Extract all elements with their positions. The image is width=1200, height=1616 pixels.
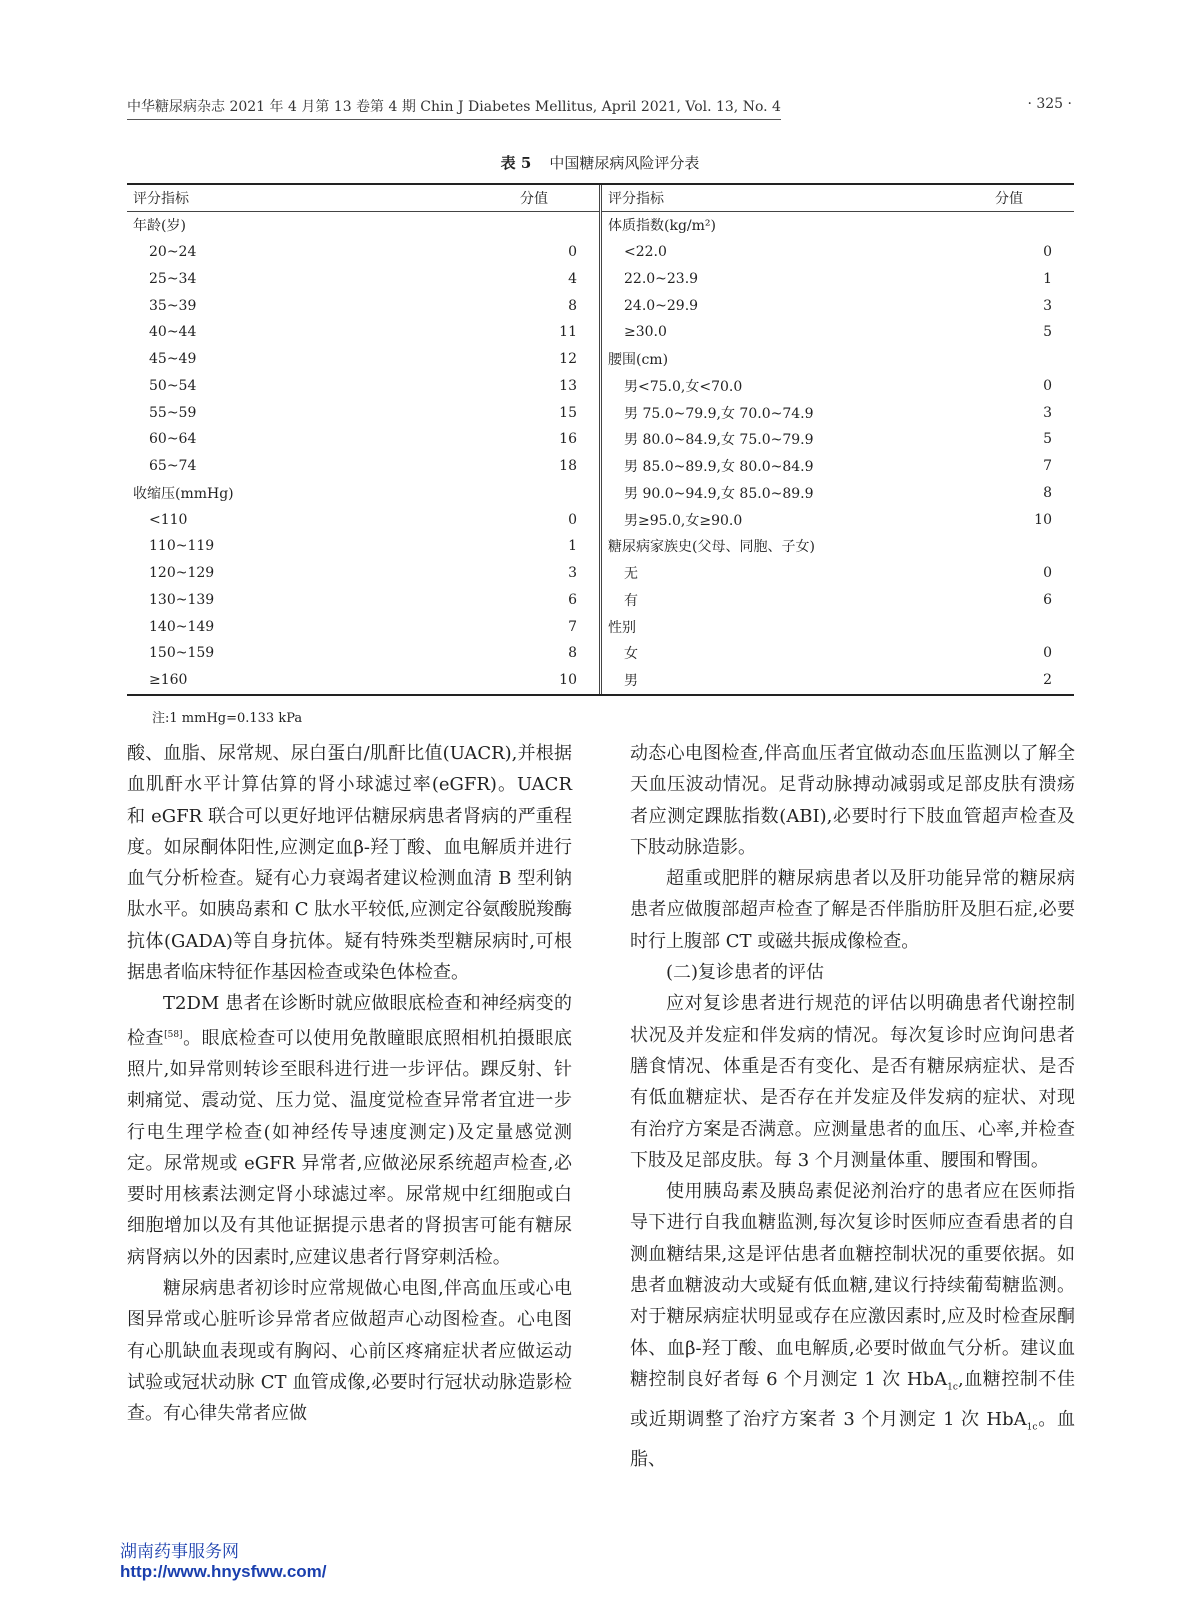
table-row	[602, 292, 1074, 319]
table-group-row	[602, 533, 1074, 560]
indicator-cell: 年龄(岁)	[133, 218, 186, 235]
score-cell: 0	[1043, 244, 1052, 261]
indicator-cell: 男 80.0~84.9,女 75.0~79.9	[624, 432, 814, 449]
indicator-cell: 男≥95.0,女≥90.0	[624, 512, 743, 529]
table-group-row	[127, 212, 599, 239]
table-row	[127, 346, 599, 373]
indicator-cell: <110	[149, 511, 188, 528]
table-row	[602, 266, 1074, 293]
indicator-cell: 体质指数(kg/m²)	[608, 218, 716, 235]
header-indicator: 评分指标	[608, 191, 664, 207]
table-row	[127, 667, 599, 694]
table-row	[127, 560, 599, 587]
running-head: 中华糖尿病杂志 2021 年 4 月第 13 卷第 4 期 Chin J Diabetes Mellitus, April 2021, Vol. 13, No. 4	[127, 96, 781, 120]
paragraph-text: T2DM 患者在诊断时就应做眼底检查和神经病变的检查	[127, 993, 572, 1049]
indicator-cell: ≥30.0	[624, 324, 667, 341]
score-cell: 12	[559, 351, 577, 368]
indicator-cell: 110~119	[149, 538, 215, 555]
indicator-cell: 收缩压(mmHg)	[133, 485, 234, 502]
subscript: 1c	[947, 1382, 958, 1393]
score-cell: 8	[568, 645, 577, 662]
indicator-cell: 女	[624, 646, 638, 663]
indicator-cell: 20~24	[149, 244, 197, 261]
indicator-cell: 无	[624, 566, 638, 583]
score-cell: 0	[1043, 377, 1052, 394]
table-row	[127, 506, 599, 533]
score-cell: 2	[1043, 672, 1052, 689]
table-right-half	[602, 185, 1074, 694]
table-row	[602, 373, 1074, 400]
table-row	[127, 533, 599, 560]
indicator-cell: 35~39	[149, 297, 197, 314]
table-row	[127, 587, 599, 614]
indicator-cell: 130~139	[149, 591, 215, 608]
indicator-cell: 男 75.0~79.9,女 70.0~74.9	[624, 405, 814, 422]
indicator-cell: 25~34	[149, 270, 197, 287]
table-row	[602, 480, 1074, 507]
score-cell: 1	[568, 538, 577, 555]
table-row	[602, 587, 1074, 614]
indicator-cell: <22.0	[624, 244, 667, 261]
paragraph: 酸、血脂、尿常规、尿白蛋白/肌酐比值(UACR),并根据血肌酐水平计算估算的肾小球滤过率(eGFR)。UACR 和 eGFR 联合可以更好地评估糖尿病患者肾病的严重程度。如尿酮体阳性,应测定血β-羟丁酸、血电解质并进行血气分析检查。疑有心力衰竭者建议检测血清 B 型利钠肽水平。如胰岛素和 C 肽水平较低,应测定谷氨酸脱羧酶抗体(GADA)等自身抗体。疑有特殊类型糖尿病时,可根据患者临床特征作基因检查或染色体检查。	[127, 743, 572, 984]
paragraph	[127, 988, 572, 1273]
site-url[interactable]: http://www.hnysfww.com/	[120, 1562, 327, 1581]
score-cell: 3	[1043, 404, 1052, 421]
table-row	[127, 373, 599, 400]
indicator-cell: 有	[624, 592, 638, 609]
score-cell: 11	[559, 324, 577, 341]
table-group-row	[602, 346, 1074, 373]
citation-ref: [58]	[164, 1029, 183, 1040]
table-group-row	[127, 480, 599, 507]
table-row	[127, 613, 599, 640]
indicator-cell: 40~44	[149, 324, 197, 341]
score-cell: 5	[1043, 431, 1052, 448]
section-heading: (二)复诊患者的评估	[666, 962, 825, 984]
table-row	[127, 266, 599, 293]
score-cell: 18	[559, 458, 577, 475]
subscript: 1c	[1026, 1422, 1038, 1433]
indicator-cell: 120~129	[149, 565, 215, 582]
table-group-row	[602, 212, 1074, 239]
table-row	[127, 292, 599, 319]
table-row	[602, 667, 1074, 694]
score-cell: 5	[1043, 324, 1052, 341]
indicator-cell: 50~54	[149, 377, 197, 394]
paragraph: 动态心电图检查,伴高血压者宜做动态血压监测以了解全天血压波动情况。足背动脉搏动减弱或足部皮肤有溃疡者应测定踝肱指数(ABI),必要时行下肢血管超声检查及下肢动脉造影。	[630, 743, 1075, 858]
table-row	[127, 319, 599, 346]
table-note: 注:1 mmHg=0.133 kPa	[152, 711, 303, 726]
paragraph	[630, 1176, 1075, 1475]
table-row	[127, 399, 599, 426]
table-row	[127, 453, 599, 480]
score-cell: 7	[568, 618, 577, 635]
table-header-row	[127, 185, 599, 212]
paragraph-text: 使用胰岛素及胰岛素促泌剂治疗的患者应在医师指导下进行自我血糖监测,每次复诊时医师应查看患者的自测血糖结果,这是评估患者血糖控制状况的重要依据。如患者血糖波动大或疑有低血糖,建议行持续葡萄糖监测。对于糖尿病症状明显或存在应激因素时,应及时检查尿酮体、血β-羟丁酸、血电解质,必要时做血气分析。建议血糖控制良好者每 6 个月测定 1 次 HbA	[630, 1181, 1075, 1390]
table-label: 表 5	[500, 154, 532, 172]
score-cell: 1	[1043, 270, 1052, 287]
body-column-right	[630, 738, 1075, 1475]
header-score: 分值	[520, 191, 548, 207]
score-cell: 3	[1043, 297, 1052, 314]
score-cell: 15	[559, 404, 577, 421]
paragraph: 应对复诊患者进行规范的评估以明确患者代谢控制状况及并发症和伴发病的情况。每次复诊时应询问患者膳食情况、体重是否有变化、是否有糖尿病症状、是否有低血糖症状、是否存在并发症及伴发病的症状、对现有治疗方案是否满意。应测量患者的血压、心率,并检查下肢及足部皮肤。每 3 个月测量体重、腰围和臀围。	[630, 993, 1075, 1171]
page-number: · 325 ·	[1027, 96, 1072, 112]
score-cell: 6	[1043, 591, 1052, 608]
body-column-left	[127, 738, 572, 1430]
table-caption: 中国糖尿病风险评分表	[549, 154, 700, 172]
score-cell: 16	[559, 431, 577, 448]
table-row	[602, 319, 1074, 346]
score-cell: 0	[1043, 645, 1052, 662]
paragraph: 糖尿病患者初诊时应常规做心电图,伴高血压或心电图异常或心脏听诊异常者应做超声心动图检查。心电图有心肌缺血表现或有胸闷、心前区疼痛症状者应做运动试验或冠状动脉 CT 血管成像,必要时行冠状动脉造影检查。有心律失常者应做	[127, 1278, 572, 1425]
paragraph-text: 。眼底检查可以使用免散瞳眼底照相机拍摄眼底照片,如异常则转诊至眼科进行进一步评估。踝反射、针刺痛觉、震动觉、压力觉、温度觉检查异常者宜进一步行电生理学检查(如神经传导速度测定)及定量感觉测定。尿常规或 eGFR 异常者,应做泌尿系统超声检查,必要时用核素法测定肾小球滤过率。尿常规中红细胞或白细胞增加以及有其他证据提示患者的肾损害可能有糖尿病肾病以外的因素时,应建议患者行肾穿刺活检。	[127, 1027, 573, 1268]
score-cell: 4	[568, 270, 577, 287]
indicator-cell: 性别	[608, 619, 636, 636]
indicator-cell: 55~59	[149, 404, 197, 421]
indicator-cell: 24.0~29.9	[624, 297, 699, 314]
table-header-row	[602, 185, 1074, 212]
table-row	[602, 239, 1074, 266]
table-row	[127, 426, 599, 453]
score-cell: 7	[1043, 458, 1052, 475]
table-row	[602, 426, 1074, 453]
table-row	[127, 239, 599, 266]
score-cell: 3	[568, 565, 577, 582]
indicator-cell: 65~74	[149, 458, 197, 475]
indicator-cell: 140~149	[149, 618, 215, 635]
table-group-row	[602, 613, 1074, 640]
table-left-half	[127, 185, 602, 694]
header-indicator: 评分指标	[133, 191, 189, 207]
indicator-cell: 男<75.0,女<70.0	[624, 378, 743, 395]
table-row	[602, 453, 1074, 480]
score-cell: 6	[568, 591, 577, 608]
score-cell: 0	[1043, 565, 1052, 582]
indicator-cell: 22.0~23.9	[624, 270, 699, 287]
table-title	[0, 152, 1200, 173]
indicator-cell: 男 85.0~89.9,女 80.0~84.9	[624, 459, 814, 476]
score-cell: 0	[568, 244, 577, 261]
table-row	[602, 640, 1074, 667]
paragraph: 超重或肥胖的糖尿病患者以及肝功能异常的糖尿病患者应做腹部超声检查了解是否伴脂肪肝及胆石症,必要时行上腹部 CT 或磁共振成像检查。	[630, 868, 1075, 952]
score-cell: 10	[559, 672, 577, 689]
indicator-cell: 150~159	[149, 645, 215, 662]
indicator-cell: 腰围(cm)	[608, 352, 669, 369]
indicator-cell: 45~49	[149, 351, 197, 368]
site-name: 湖南药事服务网	[120, 1542, 239, 1561]
paragraph-text: ,血糖控制不佳或近期调整了治疗方案者 3 个月测定 1 次 HbA	[630, 1368, 1075, 1430]
indicator-cell: 糖尿病家族史(父母、同胞、子女)	[608, 539, 815, 556]
table-row	[602, 560, 1074, 587]
score-cell: 8	[1043, 484, 1052, 501]
indicator-cell: 男 90.0~94.9,女 85.0~89.9	[624, 485, 814, 502]
table-row	[602, 399, 1074, 426]
paragraph-text: 。血脂、	[630, 1408, 1075, 1470]
indicator-cell: 60~64	[149, 431, 197, 448]
header-score: 分值	[995, 191, 1023, 207]
score-cell: 0	[568, 511, 577, 528]
table-row	[127, 640, 599, 667]
score-cell: 8	[568, 297, 577, 314]
score-cell: 10	[1034, 511, 1052, 528]
score-cell: 13	[559, 377, 577, 394]
table-row	[602, 506, 1074, 533]
risk-score-table	[127, 183, 1074, 696]
indicator-cell: ≥160	[149, 672, 188, 689]
footer-watermark	[120, 1542, 327, 1582]
indicator-cell: 男	[624, 673, 638, 690]
